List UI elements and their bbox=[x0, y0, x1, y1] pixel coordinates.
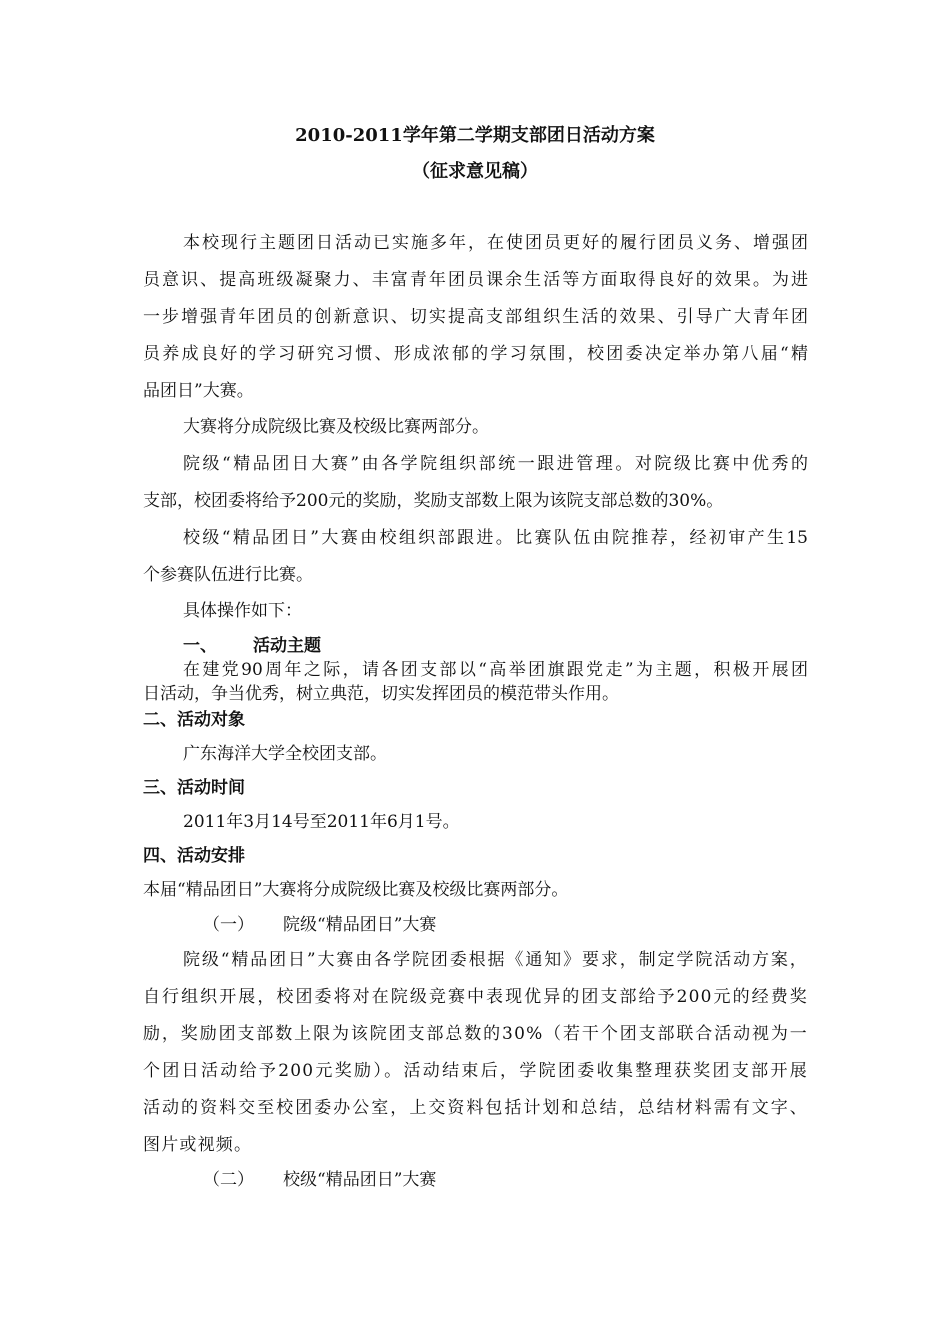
intro-line: 品团日”大赛。 bbox=[143, 381, 254, 401]
intro-line: 员养成良好的学习研究习惯、形成浓郁的学习氛围，校团委决定举办第八届“精 bbox=[143, 344, 808, 364]
section-text-line: 在建党90周年之际，请各团支部以“高举团旗跟党走”为主题，积极开展团 bbox=[183, 660, 808, 680]
paragraph-line: 院级“精品团日大赛”由各学院组织部统一跟进管理。对院级比赛中优秀的 bbox=[183, 454, 808, 474]
subsection-heading bbox=[203, 1170, 868, 1190]
paragraph-line: 个参赛队伍进行比赛。 bbox=[143, 565, 313, 585]
subsection-number: （一） bbox=[203, 915, 254, 935]
paragraph-line: 支部，校团委将给予200元的奖励，奖励支部数上限为该院支部总数的30%。 bbox=[143, 491, 724, 511]
section-text: 2011年3月14号至2011年6月1号。 bbox=[183, 812, 460, 832]
intro-line: 一步增强青年团员的创新意识、切实提高支部组织生活的效果、引导广大青年团 bbox=[143, 307, 808, 327]
subsection-text-line: 励，奖励团支部数上限为该院团支部总数的30%（若干个团支部联合活动视为一 bbox=[143, 1024, 808, 1044]
subsection-title: 校级“精品团日”大赛 bbox=[283, 1170, 437, 1190]
document-title: 2010-2011学年第二学期支部团日活动方案 bbox=[295, 125, 655, 146]
intro-line: 员意识、提高班级凝聚力、丰富青年团员课余生活等方面取得良好的效果。为进 bbox=[143, 270, 808, 290]
section-heading: 二、活动对象 bbox=[143, 710, 245, 730]
section-number: 一、 bbox=[183, 636, 217, 656]
paragraph: 大赛将分成院级比赛及校级比赛两部分。 bbox=[183, 417, 489, 437]
subsection-text-line: 图片或视频。 bbox=[143, 1135, 253, 1155]
section-heading: 四、活动安排 bbox=[143, 846, 245, 866]
paragraph: 具体操作如下： bbox=[183, 601, 302, 621]
document-subtitle: （征求意见稿） bbox=[412, 161, 538, 182]
subsection-number: （二） bbox=[203, 1170, 254, 1190]
subsection-text-line: 个团日活动给予200元奖励）。活动结束后，学院团委收集整理获奖团支部开展 bbox=[143, 1061, 808, 1081]
section-text-line: 日活动，争当优秀，树立典范，切实发挥团员的模范带头作用。 bbox=[143, 684, 619, 704]
subsection-text-line: 活动的资料交至校团委办公室，上交资料包括计划和总结，总结材料需有文字、 bbox=[143, 1098, 808, 1118]
subsection-text-line: 自行组织开展，校团委将对在院级竞赛中表现优异的团支部给予200元的经费奖 bbox=[143, 987, 808, 1007]
section-text: 广东海洋大学全校团支部。 bbox=[183, 744, 387, 764]
section-text: 本届“精品团日”大赛将分成院级比赛及校级比赛两部分。 bbox=[143, 880, 569, 900]
section-title: 活动主题 bbox=[253, 636, 321, 656]
section-heading: 三、活动时间 bbox=[143, 778, 245, 798]
paragraph-line: 校级“精品团日”大赛由校组织部跟进。比赛队伍由院推荐，经初审产生15 bbox=[183, 528, 808, 548]
intro-line: 本校现行主题团日活动已实施多年，在使团员更好的履行团员义务、增强团 bbox=[183, 233, 808, 253]
section-heading bbox=[183, 636, 848, 656]
subsection-text-line: 院级“精品团日”大赛由各学院团委根据《通知》要求，制定学院活动方案， bbox=[183, 950, 808, 970]
subsection-heading bbox=[203, 915, 868, 935]
subsection-title: 院级“精品团日”大赛 bbox=[283, 915, 437, 935]
